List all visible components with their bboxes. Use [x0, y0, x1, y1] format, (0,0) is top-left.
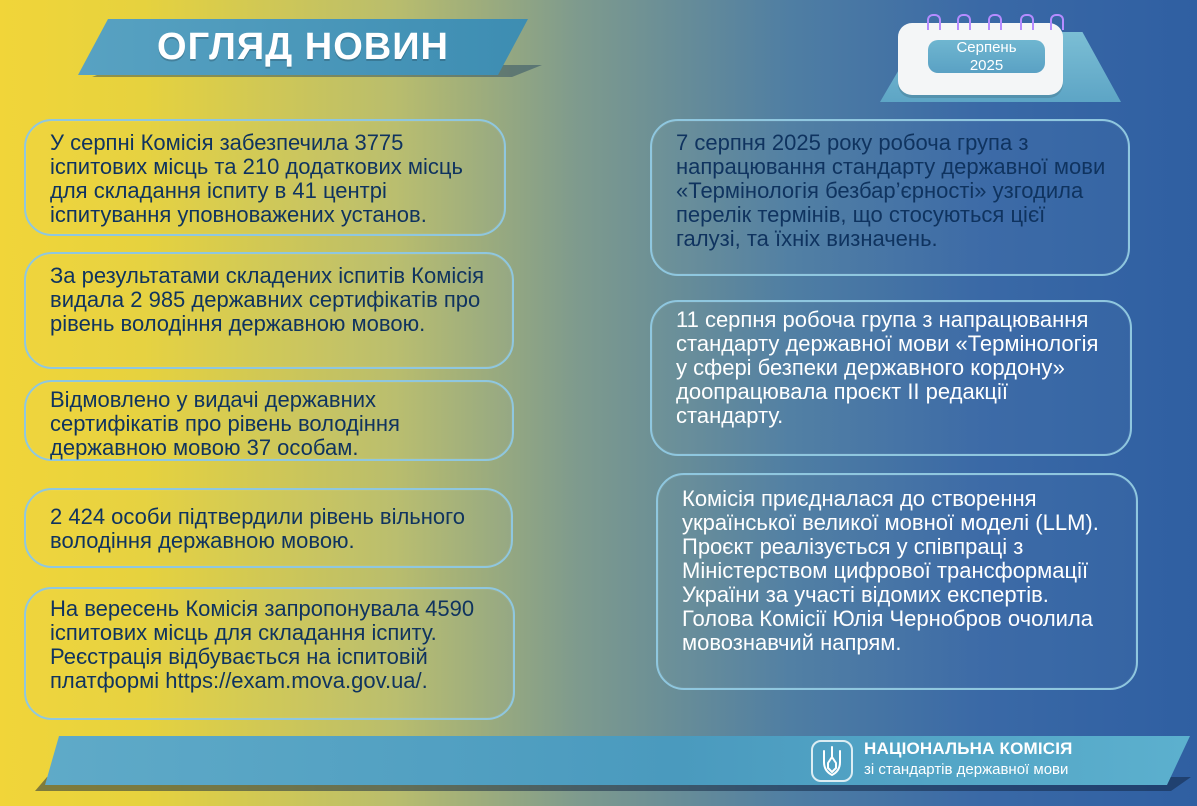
- news-card-right-1: [650, 119, 1130, 276]
- news-card-right-2: [650, 300, 1132, 456]
- footer-org-subtitle: зі стандартів державної мови: [864, 761, 1069, 778]
- calendar-icon: [880, 14, 1122, 106]
- calendar-year: 2025: [969, 56, 1004, 74]
- calendar-label: [928, 40, 1045, 73]
- footer-org-title: НАЦІОНАЛЬНА КОМІСІЯ: [864, 739, 1073, 758]
- calendar-ring-icon: [988, 14, 1002, 30]
- calendar-ring-icon: [1050, 14, 1064, 30]
- news-card-right-3: [656, 473, 1138, 690]
- news-card-text: Комісія приєдналася до створення української великої мовної моделі (LLM). Проєкт реалізується у співпраці з Міністерством цифрової трансформації України за участі відомих експертів. Голова Комісії Юлія Чернобров очолила мовознавчий напрям.: [682, 486, 1099, 655]
- news-card-left-2: [24, 252, 514, 369]
- calendar-ring-icon: [957, 14, 971, 30]
- calendar-ring-icon: [1020, 14, 1034, 30]
- news-card-text: 2 424 особи підтвердили рівень вільного володіння державною мовою.: [50, 504, 465, 553]
- news-card-left-3: [24, 380, 514, 461]
- trident-logo-icon: [811, 740, 853, 782]
- news-card-text: За результатами складених іспитів Комісія видала 2 985 державних сертифікатів про рівень володіння державною мовою.: [50, 263, 485, 336]
- calendar-ring-icon: [927, 14, 941, 30]
- news-card-left-5: [24, 587, 515, 720]
- calendar-month: Серпень: [956, 38, 1017, 56]
- news-card-text: У серпні Комісія забезпечила 3775 іспитових місць та 210 додаткових місць для складання іспиту в 41 центрі іспитування уповноважених установ.: [50, 130, 463, 227]
- news-card-text: На вересень Комісія запропонувала 4590 іспитових місць для складання іспиту. Реєстрація відбувається на іспитовій платформі https://exam.mova.gov.ua/.: [50, 596, 475, 693]
- news-card-text: 7 серпня 2025 року робоча група з напрацювання стандарту державної мови «Термінологія безбар’єрності» узгодила перелік термінів, що стосуються цієї галузі, та їхніх визначень.: [676, 130, 1106, 251]
- news-card-left-4: [24, 488, 513, 568]
- page-title: ОГЛЯД НОВИН: [157, 26, 449, 68]
- trident-icon: [818, 745, 846, 777]
- news-card-text: 11 серпня робоча група з напрацювання стандарту державної мови «Термінологія у сфері безпеки державного кордону» доопрацювала проєкт II редакції стандарту.: [676, 307, 1099, 428]
- news-card-left-1: [24, 119, 506, 236]
- news-card-text: Відмовлено у видачі державних сертифікатів про рівень володіння державною мовою 37 особам.: [50, 387, 400, 460]
